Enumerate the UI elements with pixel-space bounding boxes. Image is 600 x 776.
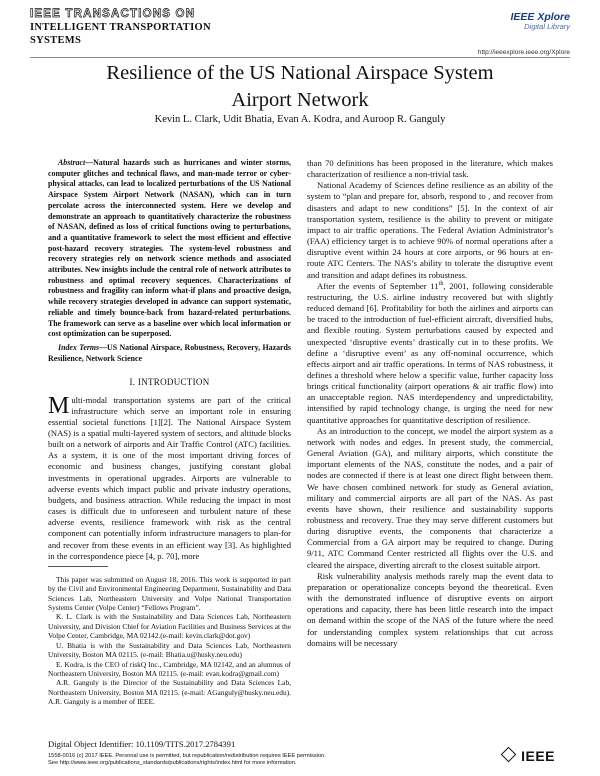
- right-paragraph-4: Risk vulnerability analysis methods rarely map the event data to preparation or operationalize concepts beyond the theoretical. Even with the demonstrated influence of disruptive events on airport operations and capacity, there has been little research into the impact on demand within the scope of the NAS of the future where the need for understanding complex system relationships that cut across domains will be necessary: [307, 570, 553, 648]
- ieee-diamond-icon: [501, 747, 517, 763]
- author-list: Kevin L. Clark, Udit Bhatia, Evan A. Kodra, and Auroop R. Ganguly: [154, 114, 446, 125]
- footnote-divider: [48, 566, 108, 567]
- right-paragraph-2-b: , 2001, following considerable restructuring, the U.S. airline industry recovered but with slightly reduced demand [6]. Profitability for both the airlines and airports can be traced to the introduction of fuel-efficient aircraft, diversified hubs, and flexible routing. System perturbations caused by expected and unexpected ‘disruptive events’ drastically cut in to these profits. We define a ‘disruptive event’ as any off-nominal occurrence, which effects airport and air traffic operations. In terms of NAS robustness, it defines a threshold where below a specific value, further capacity loss brings critical functionality (airport operations & air traffic flow) into an unacceptable region. NAS interdependency and unpredictability, intensified by rapid technology change, is urging the need for new quantitative approaches for quantitative description of resilience.: [307, 280, 553, 425]
- right-paragraph-0: than 70 definitions has been proposed in the literature, which makes characterization of resilience a non-trivial task.: [307, 158, 553, 180]
- abstract-label: Abstract: [58, 158, 86, 167]
- footnote-author-kodra: E. Kodra, is the CEO of riskQ Inc., Cambridge, MA 02142, and an alumnus of Northeastern University, Boston MA 02115. (e-mail: evan.kodra@gmail.com): [48, 659, 291, 678]
- title-line-1: Resilience of the US National Airspace System: [106, 62, 494, 84]
- ordinal-suffix: th: [438, 280, 444, 287]
- doi-line[interactable]: Digital Object Identifier: 10.1109/TITS.2017.2784391: [48, 739, 236, 749]
- header-rule: [30, 57, 570, 58]
- title-line-2: Airport Network: [231, 89, 369, 111]
- section-heading-introduction: I. INTRODUCTION: [129, 377, 210, 388]
- journal-line-1: IEEE TRANSACTIONS ON: [30, 8, 196, 20]
- xplore-subtitle: Digital Library: [524, 22, 570, 31]
- copyright-notice: [48, 753, 326, 767]
- right-column: [307, 158, 553, 649]
- right-paragraph-2-a: After the events of September 11: [317, 280, 439, 291]
- paper-title: [30, 60, 570, 114]
- copyright-line-1: 1558-0016 (c) 2017 IEEE. Personal use is permitted, but republication/redistribution requires IEEE permission.: [48, 753, 326, 759]
- left-column: [48, 158, 291, 707]
- abstract: [48, 158, 291, 340]
- xplore-brand: IEEE Xplore: [510, 11, 570, 23]
- dropcap: M: [48, 392, 70, 419]
- intro-paragraph-1: [48, 392, 291, 562]
- index-terms: [48, 343, 291, 364]
- intro-paragraph-1-text: ulti-modal transportation systems are part of the critical infrastructure which serve an important role in ensuring essential societal functions [1][2]. The National Airspace System (NAS) is a spatial multi-layered system of sectors, and altitude blocks built on a network of airports and Air Traffic Control (ATC) facilities. As a system, it is one of the most important driving forces of economic and business changes, justifying constant global investments in operational upgrades. Airports are vulnerable to adverse events which impact public and private industry operations, budgets, and business attraction. While reducing the impact in most cases is difficult due to unforeseen and turbulent nature of these adverse events, resilience framework with risk as the central component can potentially inform infrastructure managers to plan-for and recover from these events in an efficient way [3]. As highlighted in the correspondence piece [4, p. 70], more: [48, 394, 291, 561]
- journal-line-2: INTELLIGENT TRANSPORTATION: [30, 22, 211, 33]
- journal-name: [30, 8, 211, 47]
- abstract-text: —Natural hazards such as hurricanes and winter storms, computer glitches and technical flaws, and man-made terror or cyber-physical attacks, can lead to localized perturbations of the US National Airspace System Airport Network (NASAN), which can in turn percolate across the interconnected system. Here we develop and demonstrate an approach to quantitatively characterize the robustness of NASAN, defined as loss of critical functions owing to perturbations, and a quantitative framework to select the most efficient and effective post-hazard recovery strategies. The system-level robustness and recovery strategies rely on network science methods and associated attributes. New insights include the central role of network attributes to robustness and optimal recovery sequences. Characterizations of robustness and fragility can inform what-if plans and proactive design, while recovery strategies developed in advance can support systematic, reliable and timely bounce-back from hazard-related perturbations. The framework can serve as a baseline over which local information or cost optimization can be superposed.: [48, 158, 291, 339]
- index-terms-text: —US National Airspace, Robustness, Recovery, Hazards Resilience, Network Science: [48, 342, 292, 363]
- right-paragraph-1: National Academy of Sciences define resilience as an ability of the system to “plan and prepare for, absorb, respond to , and recover from disasters and adapt to new conditions” [5]. In the context of air transportation system, resilience is the ability to prevent or mitigate impact to air traffic operations. The Federal Aviation Administrator’s (FAA) efficiency target is to achieve 90% of normal operations after a disruptive event within 24 hours at core airports, or 96 hours at en-route ATC Centers. The NAS’s ability to tolerate the disruptive event and transition and adapt defines its robustness.: [307, 180, 553, 280]
- footnote-submission: This paper was submitted on August 18, 2016. This work is supported in part by the Civil and Environmental Engineering Department, Sustainability and Data Sciences Lab, Northeastern University and Volpe National Transportation Systems Center (Volpe Center) “Fellows Program”.: [48, 574, 291, 613]
- index-terms-label: Index Terms: [58, 342, 100, 352]
- footnote-author-ganguly: A.R. Ganguly is the Director of the Sustainability and Data Sciences Lab, Northeastern University, Boston MA 02115. (e-mail: AGanguly@husky.neu.edu). A.R. Ganguly is a member of IEEE.: [48, 678, 291, 707]
- journal-line-3: SYSTEMS: [30, 35, 82, 46]
- ieee-logo: IEEE: [521, 748, 555, 764]
- ieee-xplore-logo: [510, 12, 570, 32]
- footnote-author-clark: K. L. Clark is with the Sustainability and Data Sciences Lab, Northeastern University, and Division Chief for Aviation Facilities and Business Services at the Volpe Center, Cambridge, MA 02142.(e-mail: kevin.clark@dot.gov): [48, 612, 291, 641]
- footnote-author-bhatia: U. Bhatia is with the Sustainability and Data Sciences Lab, Northeastern University, Boston MA 02115. (e-mail: Bhatia.u@husky.neu.edu): [48, 640, 291, 660]
- right-paragraph-2: [307, 281, 553, 426]
- footnotes: [48, 575, 291, 707]
- right-paragraph-3: As an introduction to the concept, we model the airport system as a network with nodes and edges. In present study, the commercial, General Aviation (GA), and military airports, which constitute the important elements of the NAS, constitute the nodes, and a pair of nodes are connected if there is at least one direct flight between them. We have chosen combined network for study as General aviation, military and commercial airports are all part of the NAS. As past events have shown, their resilience and sustainability supports robustness and recovery. True they may serve different customers but during disruptive events, the components that characterize a Commercial from a GA airport may be required to change. During 9/11, ATC Command Center restricted all flights over the U.S. and cleared the airspace, diverting aircraft to the closest suitable airport.: [307, 425, 553, 570]
- xplore-url[interactable]: http://ieeexplore.ieee.org/Xplore: [477, 49, 570, 56]
- copyright-line-2: See http://www.ieee.org/publications_standards/publications/rights/index.html for more information.: [48, 760, 297, 767]
